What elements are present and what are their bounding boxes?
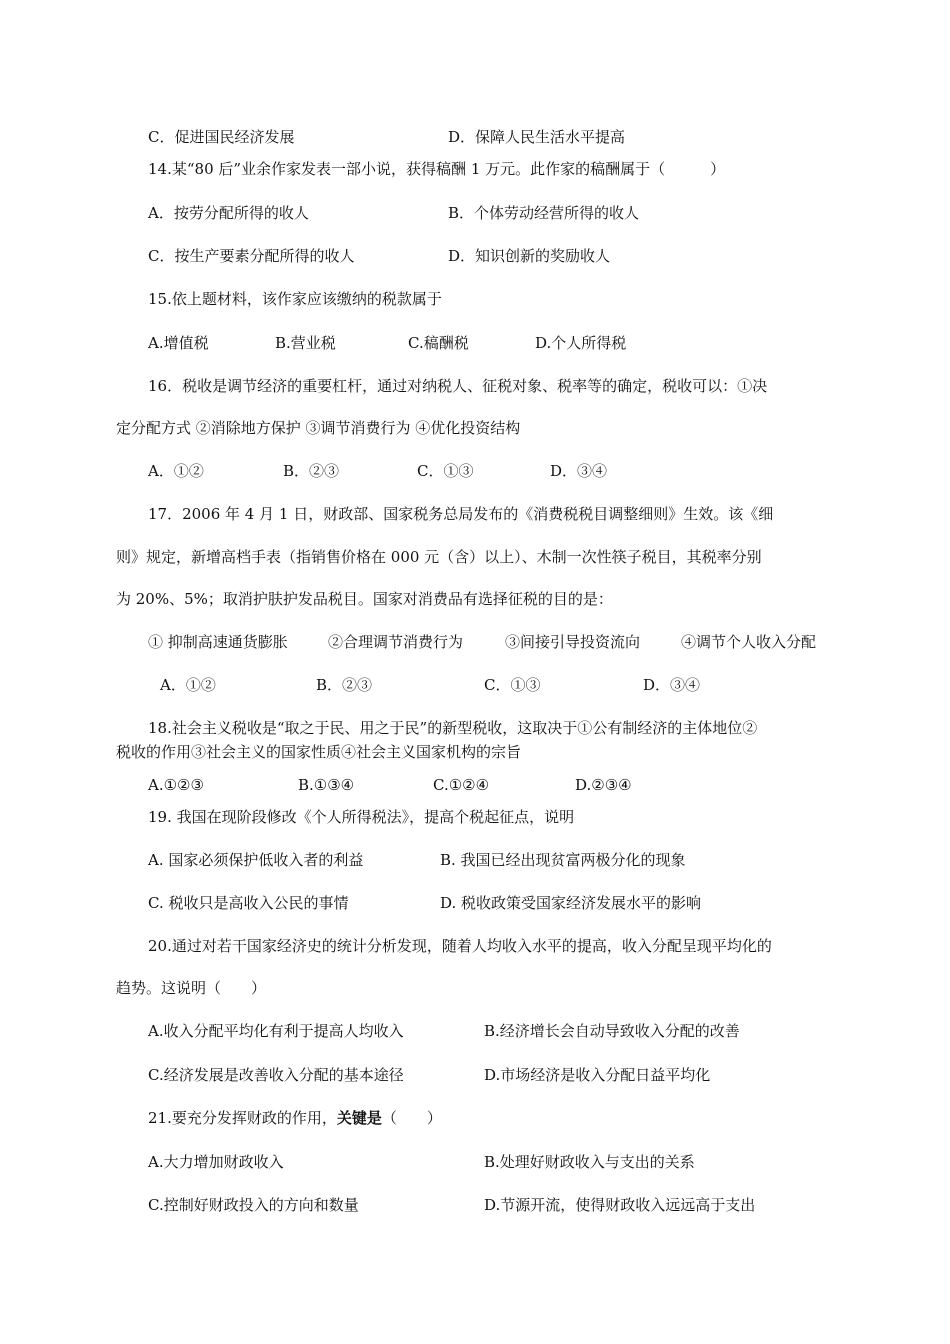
q17-item-4: ④调节个人收入分配 <box>681 633 817 651</box>
q17-option-d: D．③④ <box>643 676 701 694</box>
q19-stem: 19. 我国在现阶段修改《个人所得税法》，提高个税起征点，说明 <box>148 808 575 826</box>
q19-option-a: A. 国家必须保护低收入者的利益 <box>148 851 364 869</box>
q21-option-a: A.大力增加财政收入 <box>148 1153 284 1171</box>
q21-stem <box>148 1107 442 1129</box>
q15-option-a: A.增值税 <box>148 334 209 352</box>
q15-stem: 15.依上题材料，该作家应该缴纳的税款属于 <box>148 290 442 308</box>
q20-stem-line-2: 趋势。这说明（ ） <box>116 979 267 997</box>
q20-option-c: C.经济发展是改善收入分配的基本途径 <box>148 1066 404 1084</box>
q19-option-b: B. 我国已经出现贫富两极分化的现象 <box>440 851 686 869</box>
q18-stem-line-1: 18.社会主义税收是“取之于民、用之于民”的新型税收，这取决于①公有制经济的主体地位② <box>148 719 758 737</box>
q15-option-b: B.营业税 <box>275 334 336 352</box>
q17-stem-line-2: 则》规定，新增高档手表（指销售价格在 000 元（含）以上）、木制一次性筷子税目，其税率分别 <box>116 548 762 566</box>
q21-stem-emphasis: 关键是 <box>336 1109 382 1127</box>
q17-option-b: B．②③ <box>316 676 373 694</box>
q14-option-b: B．个体劳动经营所得的收人 <box>448 204 640 222</box>
q17-item-1: ① 抑制高速通货膨胀 <box>148 633 288 651</box>
q19-option-d: D. 税收政策受国家经济发展水平的影响 <box>440 894 702 912</box>
q21-stem-prefix: 21.要充分发挥财政的作用， <box>148 1109 337 1127</box>
q17-option-c: C．①③ <box>484 676 541 694</box>
q16-option-a: A．①② <box>148 462 204 480</box>
q16-option-c: C．①③ <box>417 462 474 480</box>
q14-option-c: C．按生产要素分配所得的收人 <box>148 247 355 265</box>
q18-option-d: D.②③④ <box>575 776 632 794</box>
q20-option-b: B.经济增长会自动导致收入分配的改善 <box>484 1022 740 1040</box>
q18-option-b: B.①③④ <box>298 776 355 794</box>
q13-option-d: D．保障人民生活水平提高 <box>448 128 626 146</box>
q17-item-2: ②合理调节消费行为 <box>328 633 464 651</box>
q17-option-a: A．①② <box>160 676 216 694</box>
q21-option-b: B.处理好财政收入与支出的关系 <box>484 1153 695 1171</box>
q14-option-d: D．知识创新的奖励收人 <box>448 247 611 265</box>
q20-option-d: D.市场经济是收入分配日益平均化 <box>484 1066 711 1084</box>
q19-option-c: C. 税收只是高收入公民的事情 <box>148 894 349 912</box>
q20-stem-line-1: 20.通过对若干国家经济史的统计分析发现，随着人均收入水平的提高，收入分配呈现平均化的 <box>148 937 772 955</box>
q16-option-b: B．②③ <box>283 462 340 480</box>
q20-option-a: A.收入分配平均化有利于提高人均收入 <box>148 1022 404 1040</box>
q17-stem-line-3: 为 20%、5%；取消护肤护发品税目。国家对消费品有选择征税的目的是： <box>116 590 613 608</box>
q17-stem-line-1: 17．2006 年 4 月 1 日，财政部、国家税务总局发布的《消费税税目调整细则》生效。该《细 <box>148 505 774 523</box>
q16-option-d: D．③④ <box>550 462 608 480</box>
q15-option-d: D.个人所得税 <box>535 334 627 352</box>
q18-option-c: C.①②④ <box>433 776 490 794</box>
q14-option-a: A．按劳分配所得的收人 <box>148 204 309 222</box>
q13-option-c: C．促进国民经济发展 <box>148 128 295 146</box>
q18-stem-line-2: 税收的作用③社会主义的国家性质④社会主义国家机构的宗旨 <box>116 743 522 761</box>
q16-stem-line-1: 16．税收是调节经济的重要杠杆，通过对纳税人、征税对象、税率等的确定，税收可以：①决 <box>148 377 768 395</box>
q17-item-3: ③间接引导投资流向 <box>505 633 641 651</box>
q14-stem: 14.某“80 后”业余作家发表一部小说，获得稿酬 1 万元。此作家的稿酬属于（ ） <box>148 160 726 178</box>
q21-option-d: D.节源开流，使得财政收入远远高于支出 <box>484 1196 756 1214</box>
q16-stem-line-2: 定分配方式 ②消除地方保护 ③调节消费行为 ④优化投资结构 <box>116 419 521 437</box>
q21-option-c: C.控制好财政投入的方向和数量 <box>148 1196 359 1214</box>
q18-option-a: A.①②③ <box>148 776 204 794</box>
q15-option-c: C.稿酬税 <box>408 334 469 352</box>
q21-stem-suffix: （ ） <box>381 1109 442 1127</box>
